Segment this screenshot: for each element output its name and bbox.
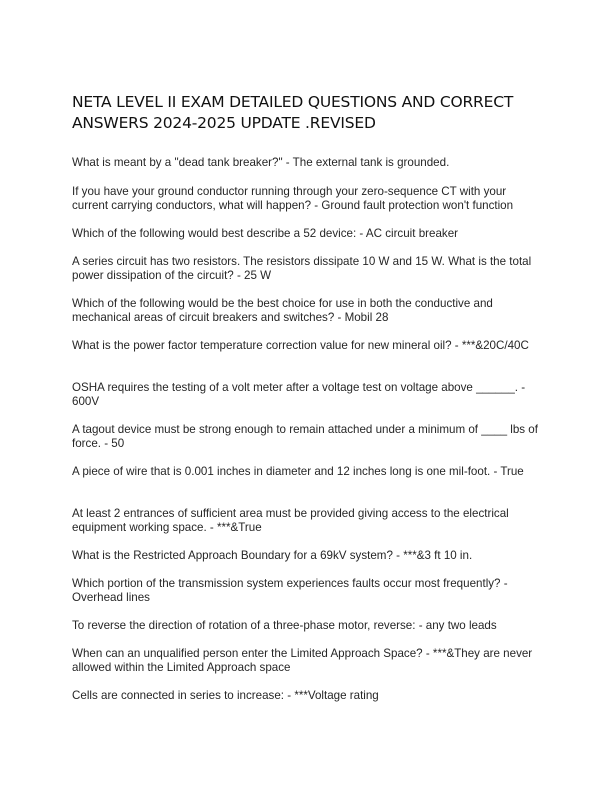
- qa-list: [72, 156, 542, 703]
- qa-item: Which portion of the transmission system experiences faults occur most frequently? - Overhead lines: [72, 577, 508, 604]
- qa-item: Cells are connected in series to increase: - ***Voltage rating: [72, 689, 379, 702]
- qa-item: What is the Restricted Approach Boundary for a 69kV system? - ***&3 ft 10 in.: [72, 549, 473, 562]
- qa-item: A piece of wire that is 0.001 inches in diameter and 12 inches long is one mil-foot. - True: [72, 465, 524, 478]
- qa-item: Which of the following would be the best choice for use in both the conductive and mechanical areas of circuit breakers and switches? - Mobil 28: [72, 297, 493, 324]
- qa-item: What is meant by a "dead tank breaker?" - The external tank is grounded.: [72, 156, 450, 169]
- qa-item: A tagout device must be strong enough to remain attached under a minimum of ____ lbs of force. - 50: [72, 423, 538, 450]
- document-title: NETA LEVEL II EXAM DETAILED QUESTIONS AND CORRECT ANSWERS 2024-2025 UPDATE .REVISED: [72, 93, 514, 132]
- qa-item: When can an unqualified person enter the Limited Approach Space? - ***&They are never allowed within the Limited Approach space: [72, 647, 533, 674]
- qa-item: At least 2 entrances of sufficient area must be provided giving access to the electrical equipment working space. - ***&True: [72, 507, 509, 534]
- qa-item: If you have your ground conductor running through your zero-sequence CT with your current carrying conductors, what will happen? - Ground fault protection won't function: [72, 185, 514, 212]
- qa-item: To reverse the direction of rotation of a three-phase motor, reverse: - any two leads: [72, 619, 497, 632]
- qa-item: OSHA requires the testing of a volt meter after a voltage test on voltage above ______. - 600V: [72, 381, 526, 408]
- qa-item: A series circuit has two resistors. The resistors dissipate 10 W and 15 W. What is the total power dissipation of the circuit? - 25 W: [72, 255, 532, 282]
- qa-item: What is the power factor temperature correction value for new mineral oil? - ***&20C/40C: [72, 339, 529, 352]
- qa-item: Which of the following would best describe a 52 device: - AC circuit breaker: [72, 227, 459, 240]
